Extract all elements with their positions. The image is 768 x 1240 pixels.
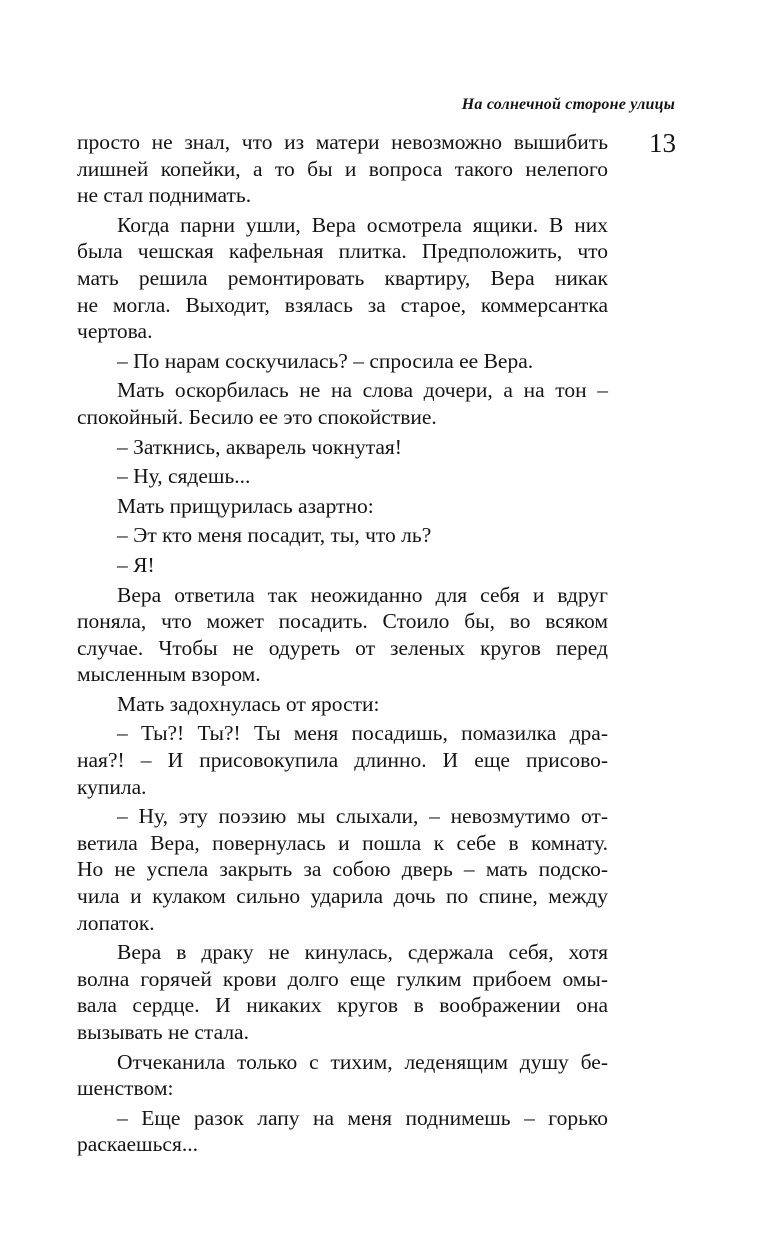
text-line: волна горячей крови долго еще гулким прибоем омы- [77, 966, 608, 991]
paragraph [77, 493, 608, 520]
text-line: лишней копейки, а то бы и вопроса такого нелепого [77, 156, 608, 181]
text-line: – Ты?! Ты?! Ты меня посадишь, помазилка дра- [117, 721, 608, 746]
paragraph [77, 939, 608, 1045]
text-line: – По нарам соскучилась? – спросила ее Вера. [117, 348, 534, 373]
paragraph [77, 803, 608, 936]
text-line: Вера ответила так неожиданно для себя и вдруг [117, 582, 608, 607]
text-line: Мать задохнулась от ярости: [117, 691, 380, 716]
paragraph [77, 1049, 608, 1102]
text-line: шенством: [77, 1076, 174, 1101]
text-line: – Заткнись, акварель чокнутая! [117, 434, 402, 459]
page-number: 13 [649, 128, 676, 158]
text-line: просто не знал, что из матери невозможно вышибить [77, 130, 608, 154]
text-line: раскаешься... [77, 1132, 198, 1157]
text-line: купила. [77, 774, 147, 799]
text-line: не могла. Выходит, взялась за старое, коммерсантка [77, 292, 608, 317]
text-line: Когда парни ушли, Вера осмотрела ящики. В них [117, 212, 608, 237]
text-line: – Ну, сядешь... [117, 464, 251, 489]
text-line: ная?! – И присовокупила длинно. И еще присово- [77, 748, 608, 773]
paragraph [77, 212, 608, 345]
paragraph [77, 720, 608, 800]
text-line: спокойный. Бесило ее это спокойствие. [77, 404, 437, 429]
text-line: поняла, что может посадить. Стоило бы, во всяком [77, 609, 608, 634]
text-line: мать решила ремонтировать квартиру, Вера никак [77, 265, 608, 290]
text-line: Мать оскорбилась не на слова дочери, а на тон – [117, 378, 608, 403]
text-line: – Еще разок лапу на меня поднимешь – горько [117, 1105, 608, 1130]
paragraph [77, 582, 608, 688]
text-line: Вера в драку не кинулась, сдержала себя, хотя [117, 940, 608, 965]
text-line: чертова. [77, 319, 153, 344]
paragraph [77, 434, 608, 461]
paragraph [77, 377, 608, 430]
text-line: Отчеканила только с тихим, леденящим душу бе- [117, 1049, 608, 1074]
text-line: чила и кулаком сильно ударила дочь по спине, между [77, 884, 608, 909]
text-line: – Ну, эту поэзию мы слыхали, – невозмутимо от- [117, 804, 608, 829]
running-head: На солнечной стороне улицы [461, 96, 675, 113]
text-line: не стал поднимать. [77, 183, 252, 208]
paragraph [77, 129, 608, 209]
paragraph [77, 463, 608, 490]
text-line: ветила Вера, повернулась и пошла к себе в комнату. [77, 830, 608, 855]
text-line: вызывать не стала. [77, 1020, 249, 1044]
text-line: случае. Чтобы не одуреть от зеленых кругов перед [77, 635, 608, 660]
paragraph [77, 1105, 608, 1158]
text-line: вала сердце. И никаких кругов в воображении она [77, 993, 608, 1018]
paragraph [77, 691, 608, 718]
body-text [77, 129, 608, 1158]
text-line: была чешская кафельная плитка. Предположить, что [77, 239, 608, 264]
text-line: Мать прищурилась азартно: [117, 493, 374, 518]
text-line: мысленным взором. [77, 662, 261, 687]
text-line: Но не успела закрыть за собою дверь – мать подско- [77, 857, 608, 882]
paragraph [77, 552, 608, 579]
paragraph [77, 348, 608, 375]
text-line: – Эт кто меня посадит, ты, что ль? [117, 523, 432, 548]
text-line: лопаток. [77, 910, 155, 935]
text-line: – Я! [117, 552, 155, 577]
paragraph [77, 522, 608, 549]
